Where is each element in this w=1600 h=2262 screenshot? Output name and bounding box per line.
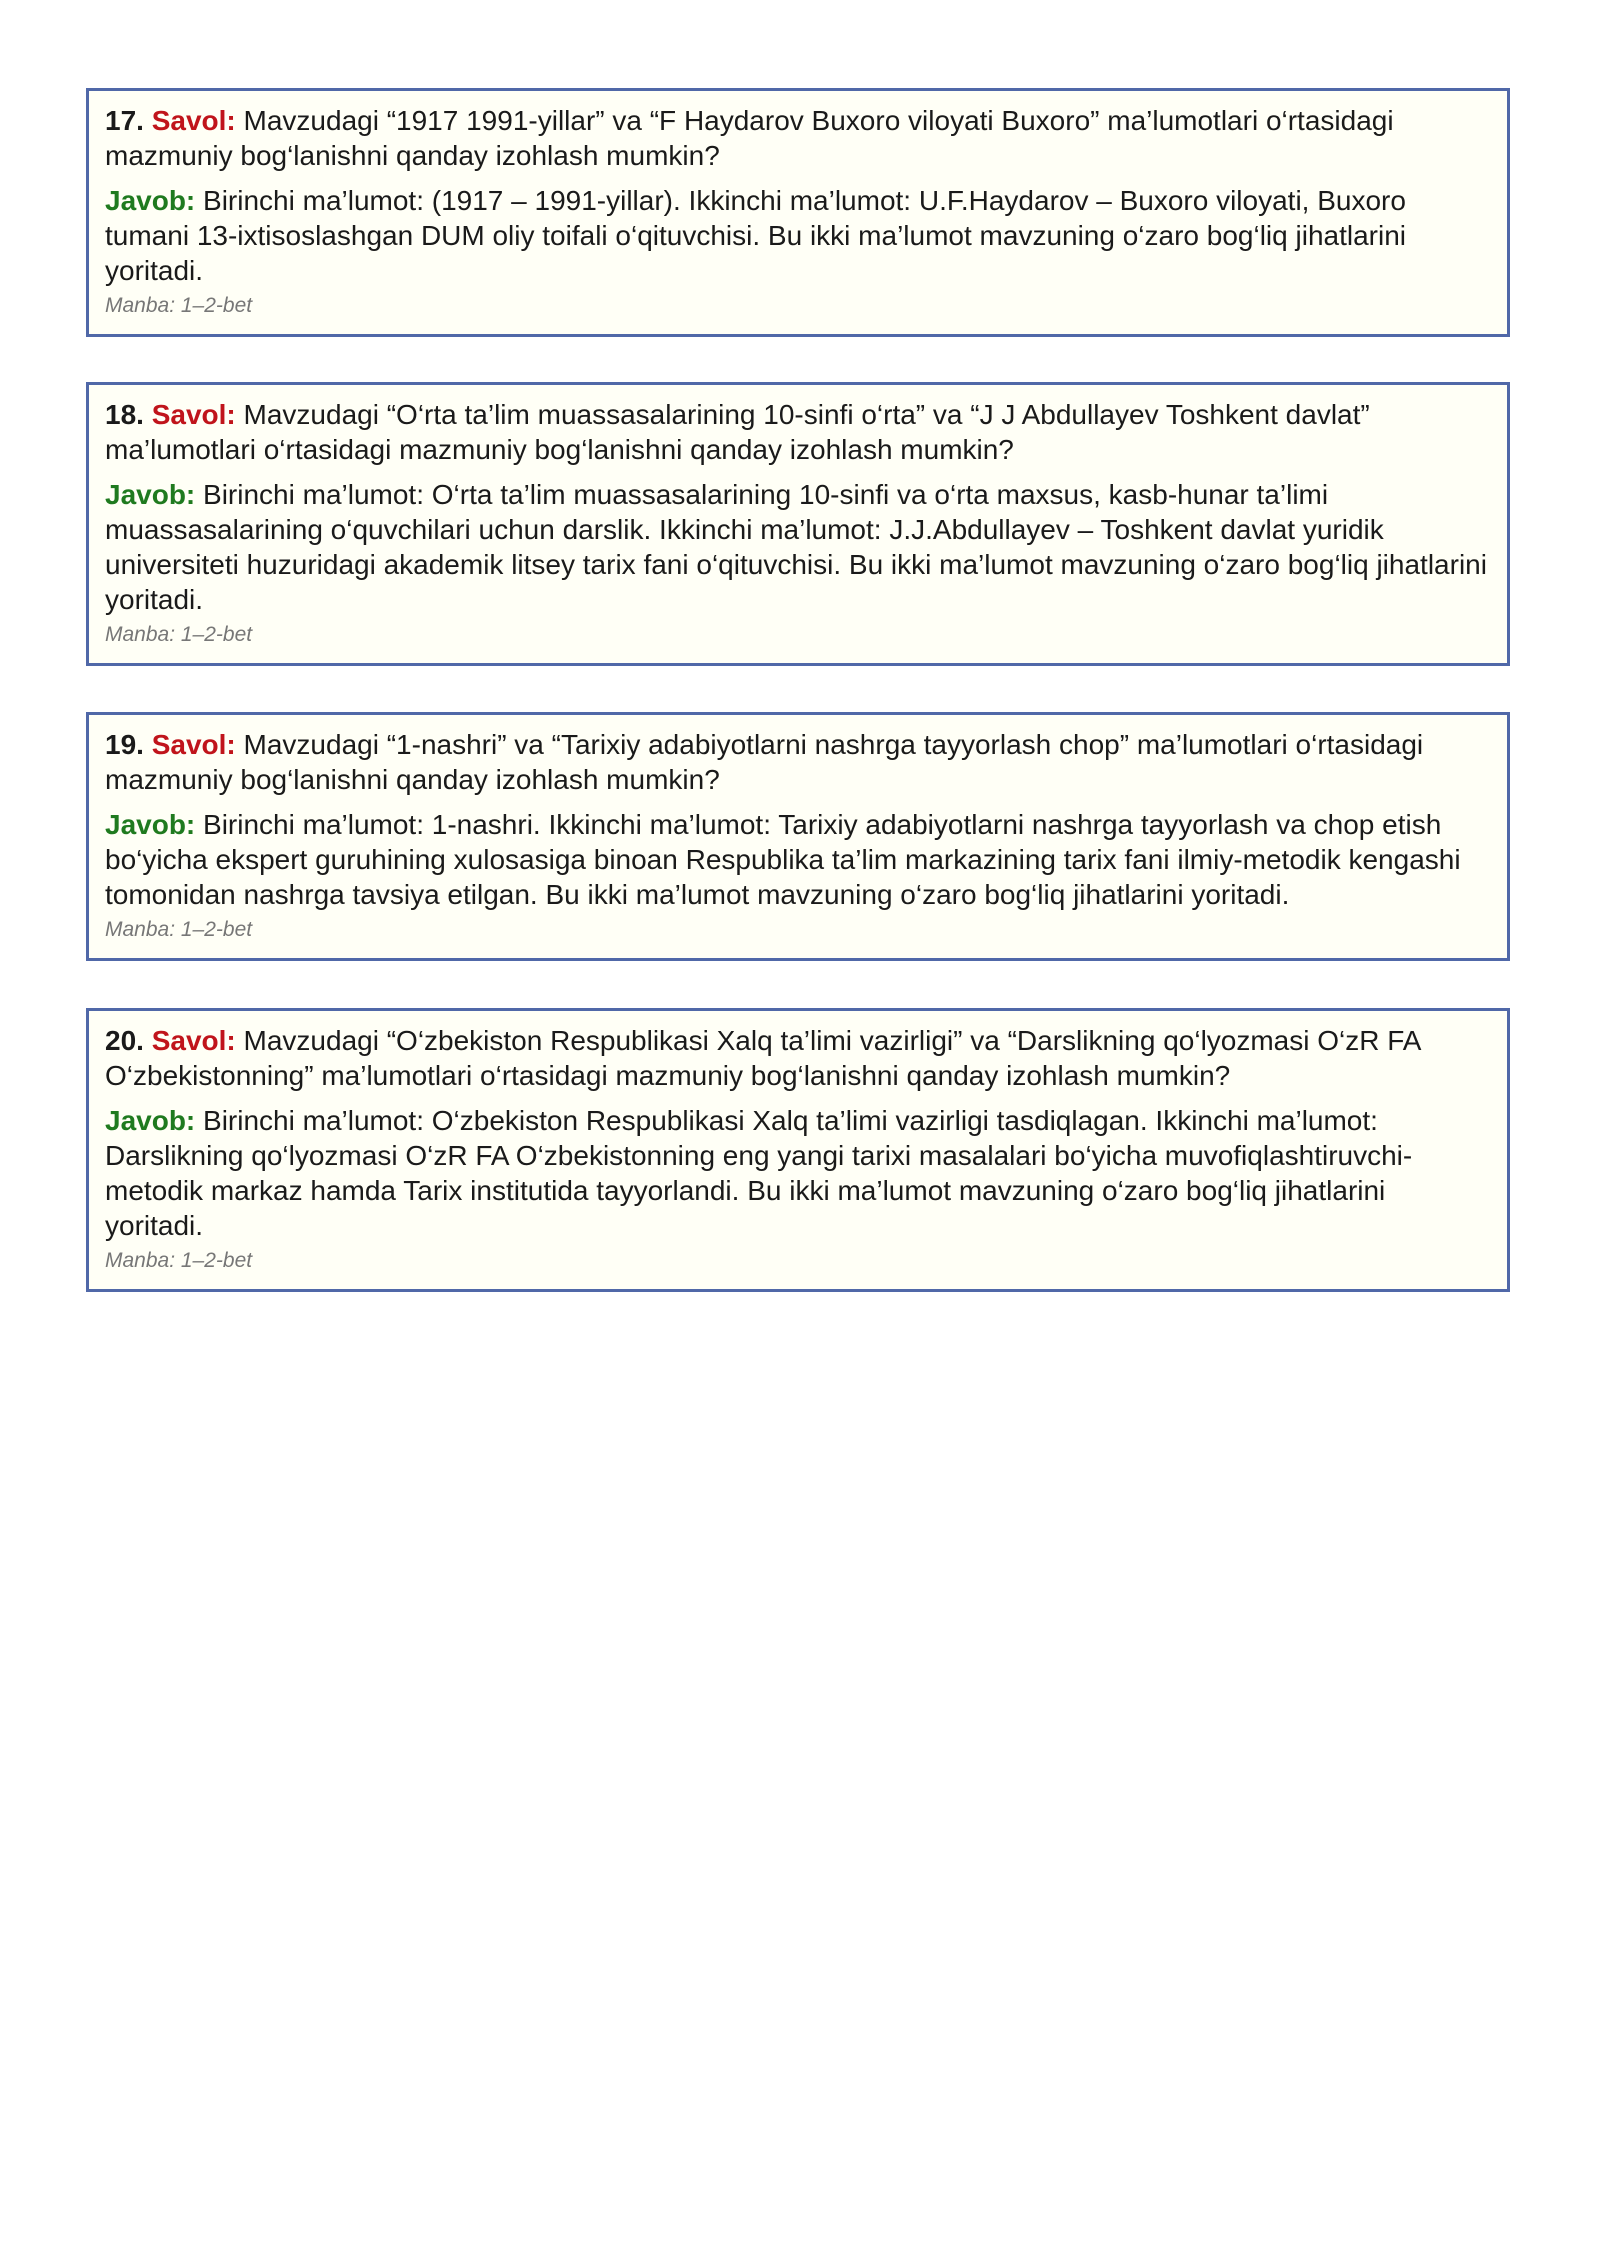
- qa-card-17: [86, 88, 1510, 337]
- question-label: Savol:: [151, 1025, 236, 1056]
- qa-card-19: [86, 712, 1510, 961]
- question-label: Savol:: [151, 105, 236, 136]
- source-note: Manba: 1–2-bet: [105, 1249, 253, 1272]
- question-text: Mavzudagi “O‘zbekiston Respublikasi Xalq ta’limi vazirligi” va “Darslikning qo‘lyozmasi O‘zR FA O‘zbekistonning” ma’lumotlari o‘rtasidagi mazmuniy bog‘lanishni qanday izohlash mumkin?: [105, 1025, 1420, 1091]
- question: [105, 1023, 1491, 1093]
- answer-label: Javob:: [105, 809, 196, 840]
- qa-card-20: [86, 1008, 1510, 1292]
- answer-text: Birinchi ma’lumot: O‘zbekiston Respublikasi Xalq ta’limi vazirligi tasdiqlagan. Ikkinchi ma’lumot: Darslikning qo‘lyozmasi O‘zR FA O‘zbekistonning eng yangi tarixi masalalari bo‘yicha muvofiqlashtiruvchi-metodik markaz hamda Tarix institutida tayyorlandi. Bu ikki ma’lumot mavzuning o‘zaro bog‘liq jihatlarini yoritadi.: [105, 1105, 1413, 1241]
- answer: [105, 807, 1491, 912]
- answer-text: Birinchi ma’lumot: O‘rta ta’lim muassasalarining 10-sinfi va o‘rta maxsus, kasb-hunar ta’limi muassasalarining o‘quvchilari uchun darslik. Ikkinchi ma’lumot: J.J.Abdullayev – Toshkent davlat yuridik universiteti huzuridagi akademik litsey tarix fani o‘qituvchisi. Bu ikki ma’lumot mavzuning o‘zaro bog‘liq jihatlarini yoritadi.: [105, 479, 1487, 615]
- question: [105, 397, 1491, 467]
- question-text: Mavzudagi “1917 1991-yillar” va “F Haydarov Buxoro viloyati Buxoro” ma’lumotlari o‘rtasidagi mazmuniy bog‘lanishni qanday izohlash mumkin?: [105, 105, 1394, 171]
- answer-label: Javob:: [105, 1105, 196, 1136]
- answer-label: Javob:: [105, 185, 196, 216]
- question-number: 20.: [105, 1025, 144, 1056]
- source-note: Manba: 1–2-bet: [105, 918, 253, 941]
- answer: [105, 477, 1491, 617]
- qa-card-18: [86, 382, 1510, 666]
- answer-text: Birinchi ma’lumot: 1-nashri. Ikkinchi ma’lumot: Tarixiy adabiyotlarni nashrga tayyorlash va chop etish bo‘yicha ekspert guruhining xulosasiga binoan Respublika ta’lim markazining tarix fani ilmiy-metodik kengashi tomonidan nashrga tavsiya etilgan. Bu ikki ma’lumot mavzuning o‘zaro bog‘liq jihatlarini yoritadi.: [105, 809, 1461, 910]
- source-note: Manba: 1–2-bet: [105, 294, 253, 317]
- question-label: Savol:: [151, 729, 236, 760]
- question-number: 17.: [105, 105, 144, 136]
- answer: [105, 1103, 1491, 1243]
- question: [105, 103, 1491, 173]
- question-number: 19.: [105, 729, 144, 760]
- source-note: Manba: 1–2-bet: [105, 623, 253, 646]
- question-label: Savol:: [151, 399, 236, 430]
- question-text: Mavzudagi “O‘rta ta’lim muassasalarining 10-sinfi o‘rta” va “J J Abdullayev Toshkent davlat” ma’lumotlari o‘rtasidagi mazmuniy bog‘lanishni qanday izohlash mumkin?: [105, 399, 1370, 465]
- answer: [105, 183, 1491, 288]
- question: [105, 727, 1491, 797]
- question-text: Mavzudagi “1-nashri” va “Tarixiy adabiyotlarni nashrga tayyorlash chop” ma’lumotlari o‘rtasidagi mazmuniy bog‘lanishni qanday izohlash mumkin?: [105, 729, 1424, 795]
- answer-text: Birinchi ma’lumot: (1917 – 1991-yillar). Ikkinchi ma’lumot: U.F.Haydarov – Buxoro viloyati, Buxoro tumani 13-ixtisoslashgan DUM oliy toifali o‘qituvchisi. Bu ikki ma’lumot mavzuning o‘zaro bog‘liq jihatlarini yoritadi.: [105, 185, 1407, 286]
- question-number: 18.: [105, 399, 144, 430]
- answer-label: Javob:: [105, 479, 196, 510]
